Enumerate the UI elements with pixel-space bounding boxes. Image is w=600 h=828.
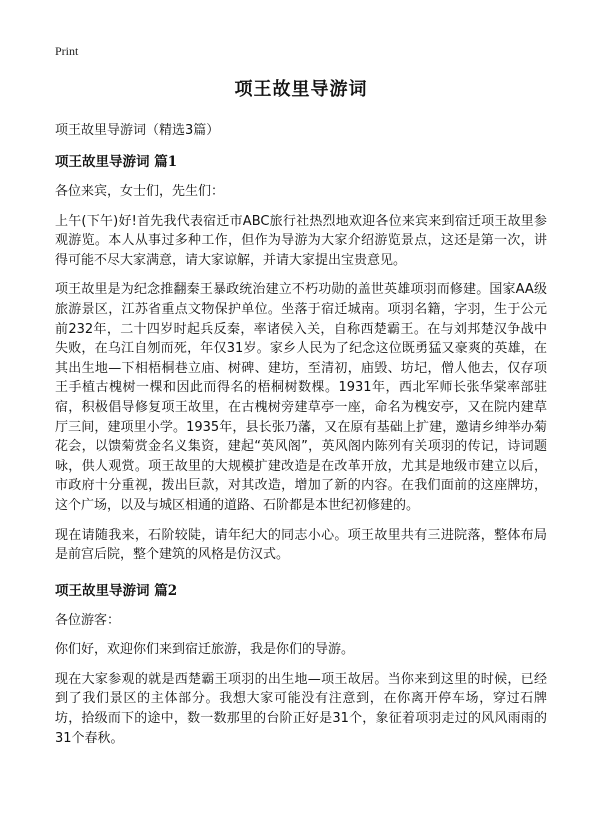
print-link[interactable]: Print: [55, 44, 79, 58]
paragraph: 现在大家参观的就是西楚霸王项羽的出生地—项王故居。当你来到这里的时候，已经到了我们景区的主体部分。我想大家可能没有注意到，在你离开停车场，穿过石牌坊，拾级而下的途中，数一数那里的台阶正好是31个，象征着项羽走过的风风雨雨的31个春秋。: [55, 671, 547, 746]
paragraph: 项王故里是为纪念推翻秦王暴政统治建立不朽功勋的盖世英雄项羽而修建。国家AA级旅游景区，江苏省重点文物保护单位。坐落于宿迁城南。项羽名籍，字羽，生于公元前232年，二十四岁时起兵反秦，率诸侯入关，自称西楚霸王。在与刘邦楚汉争战中失败，在乌江自刎而死，年仅31岁。家乡人民为了纪念这位既勇猛又豪爽的英雄，在其出生地—下相梧桐巷立庙、树碑、建坊，至清初，庙毁、坊圮，僧人他去，仅存项王手植古槐树一棵和因此而得名的梧桐树数棵。1931年，西北军师长张华棠率部驻宿，积极倡导修复项王故里，在古槐树旁建草亭一座，命名为槐安亭，又在院内建草厅三间，建项里小学。1935年，县长张乃藩，又在原有基础上扩建，邀请乡绅举办菊花会，以馈菊赏金名义集资，建起“英风阁”，英风阁内陈列有关项羽的传记，诗词题咏，供人观赏。项王故里的大规模扩建改造是在改革开放，尤其是地级市建立以后，市政府十分重视，拨出巨款，对其改造，增加了新的内容。在我们面前的这座牌坊，这个广场，以及与城区相通的道路、石阶都是本世纪初修建的。: [55, 282, 547, 513]
paragraph: 各位来宾，女士们，先生们：: [55, 184, 225, 199]
document-subtitle: 项王故里导游词（精选3篇）: [55, 123, 220, 138]
document-page: [55, 44, 547, 758]
paragraph: 各位游客：: [55, 612, 121, 628]
document-title: 项王故里导游词: [234, 79, 368, 100]
section-heading: 项王故里导游词 篇2: [55, 582, 178, 599]
paragraph: 现在请随我来，石阶较陡，请年纪大的同志小心。项王故里共有三进院落，整体布局是前宫后院，整个建筑的风格是仿汉式。: [55, 527, 547, 563]
paragraph: 你们好，欢迎你们来到宿迁旅游，我是你们的导游。: [55, 642, 355, 658]
section-heading: 项王故里导游词 篇1: [55, 154, 178, 170]
paragraph: 上午(下午)好!首先我代表宿迁市ABC旅行社热烈地欢迎各位来宾来到宿迁项王故里参观游览。本人从事过多种工作，但作为导游为大家介绍游览景点，这还是第一次，讲得可能不尽大家满意，请大家谅解，并请大家提出宝贵意见。: [55, 213, 547, 268]
